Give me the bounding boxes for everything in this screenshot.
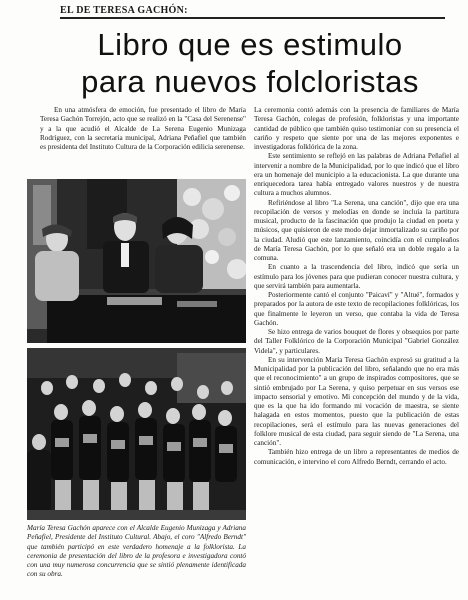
- right-paragraph: También hizo entrega de un libro a representantes de medios de comunicación, e intervino el coro Alfredo Berndt, cerrando el acto.: [254, 448, 459, 466]
- headline-line-1: Libro que es estimulo: [97, 27, 403, 62]
- lead-paragraph: En una atmósfera de emoción, fue presentado el libro de María Teresa Gachón Torrejón, acto que se realizó en la "Casa del Serenense" y a la que acudió el Alcalde de La Serena Eugenio Munizaga Rodríguez, con la secretaria municipal, Adriana Peñafiel que también es presidenta del Instituto Cultura de la Corporación edilicia serenense.: [40, 106, 246, 151]
- right-paragraph: Posteriormente cantó el conjunto "Paicaví" y "Altué", formados y preparados por la autora de este texto de recopilaciones folklóricas, los que finalmente le leyeron un verso, que contaba la vida de Teresa Gachón.: [254, 291, 459, 327]
- headline-line-2: para nuevos folcloristas: [81, 64, 419, 99]
- photo-choir: [27, 348, 246, 520]
- photo-caption-text: María Teresa Gachón aparece con el Alcalde Eugenio Munizaga y Adriana Peñafiel, Presidente del Instituto Cultural. Abajo, el coro "Alfredo Berndt" que también participó en este verdadero homenaje a la folklorista. La ceremonia de presentación del libro de la profesora e investigadora contó con una muy numerosa concurrencia que se sintió plenamente identificada con su obra.: [27, 524, 246, 579]
- right-paragraph: Refiriéndose al libro "La Serena, una canción", dijo que era una recopilación de versos y melodías en donde se incluía la partitura musical, producto de la fascinación que produjo la ciudad en poeta y músicos, que quisieron de este modo dejar inmortalizado su cariño por la ciudad. Aludió que este lanzamiento, coincidía con el cumpleaños de María Teresa Gachón, por lo que señaló era un doble regalo a la comuna.: [254, 198, 459, 262]
- lead-column: [40, 106, 246, 152]
- photo-choir-image: [27, 348, 246, 520]
- photo-presentation-table-image: [27, 179, 246, 343]
- right-paragraph: Se hizo entrega de varios bouquet de flores y obsequios por parte del Taller Folklórico de la Corporación Municipal "Gabriel González Videla", y particulares.: [254, 328, 459, 355]
- photo-presentation-table: [27, 179, 246, 343]
- headline: [40, 26, 460, 100]
- right-paragraph: La ceremonia contó además con la presencia de familiares de María Teresa Gachón, colegas de profesión, folkloristas y una importante cantidad de público que también quiso testimoniar con su presencia el cariño y respeto que siente por una de las mejores exponentes e investigadoras folklórica de la zona.: [254, 106, 459, 151]
- right-paragraph: Este sentimiento se reflejó en las palabras de Adriana Peñafiel al intervenir a nombre de la Municipalidad, por lo que indicó que el libro era un homenaje del municipio a la educacionista. La que durante una enriquecedora tarea había entregado valores nuestros y de nuestra cultura a muchos alumnos.: [254, 152, 459, 198]
- rubric-rule: [60, 17, 445, 19]
- photo-caption: [27, 524, 246, 580]
- right-column: [254, 106, 459, 467]
- right-paragraph: En su intervención María Teresa Gachón expresó su gratitud a la Municipalidad por la publicación del libro, señalando que no era más que el reconocimiento" a un grupo de inspirados compositores, que se sintió embrujado por La Serena, y quiso perpetuar en sus versos ese impacto sensorial y emotivo. Mi concepción del mundo y de la vida, que es la que ha ido formando mi vocación de maestra, se siente halagada en estos momentos, puesto que la publicación de estas recopilaciones, será el estímulo para las nuevas generaciones del folklore musical de esta ciudad, para seguir siendo de "La Serena, una canción".: [254, 355, 459, 447]
- section-rubric: EL DE TERESA GACHÓN:: [60, 5, 188, 16]
- right-paragraph: En cuanto a la trascendencia del libro, indicó que sería un estímulo para los jóvenes para que pudieran conocer nuestra cultura, y que servirá también para aumentarla.: [254, 263, 459, 290]
